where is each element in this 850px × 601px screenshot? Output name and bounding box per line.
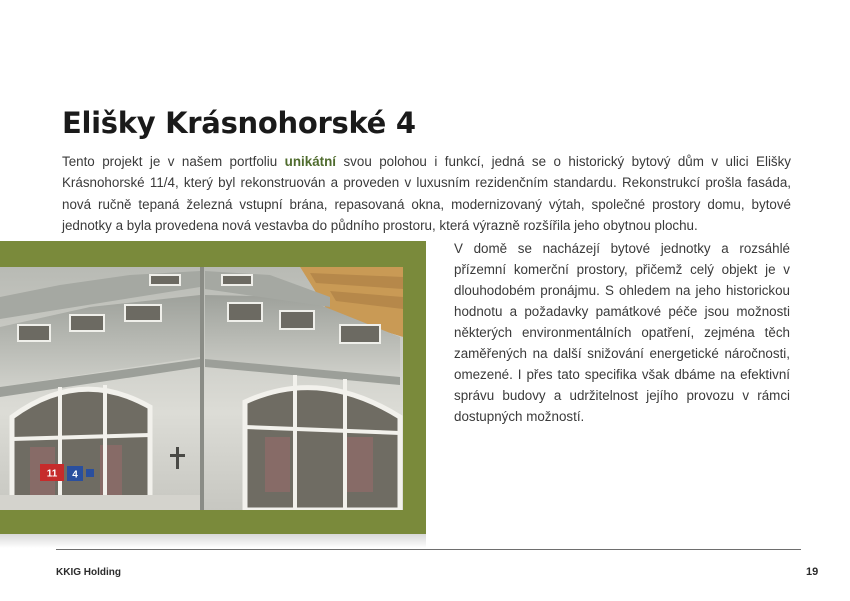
photo-shadow (0, 534, 426, 548)
intro-paragraph (62, 151, 791, 237)
footer-divider (56, 549, 801, 550)
intro-highlight: unikátní (284, 154, 337, 169)
page-title: Elišky Krásnohorské 4 (62, 106, 416, 140)
house-number-red: 11 (46, 468, 58, 480)
side-paragraph: V domě se nacházejí bytové jednotky a rozsáhlé přízemní komerční prostory, přičemž celý objekt je v dlouhodobém pronájmu. S ohledem na jeho historickou hodnotu a požadavky památkové péče jsou možnosti některých environmentálních opatření, zejména těch zaměřených na další snižování energetické náročnosti, omezené. I přes tato specifika však dbáme na efektivní správu budovy a udržitelnost jejího provozu v rámci dostupných možností. (454, 241, 790, 424)
intro-text-start: Tento projekt je v našem portfoliu (62, 154, 285, 169)
page-number: 19 (806, 566, 819, 578)
footer-company: KKIG Holding (56, 567, 121, 578)
building-photo (0, 267, 403, 510)
intro-text-end: svou polohou i funkcí, jedná se o historický bytový dům v ulici Elišky Krásnohorské 11/4, který byl rekonstruován a proveden v luxusním rezidenčním standardu. Rekonstrukcí prošla fasáda, nová ručně tepaná železná vstupní brána, repasovaná okna, modernizovaný výtah, společné prostory domu, bytové jednotky a byla provedena nová vestavba do půdního prostoru, která výrazně rozšířila jeho obytnou plochu. (62, 154, 792, 234)
house-number-blue: 4 (72, 469, 78, 481)
